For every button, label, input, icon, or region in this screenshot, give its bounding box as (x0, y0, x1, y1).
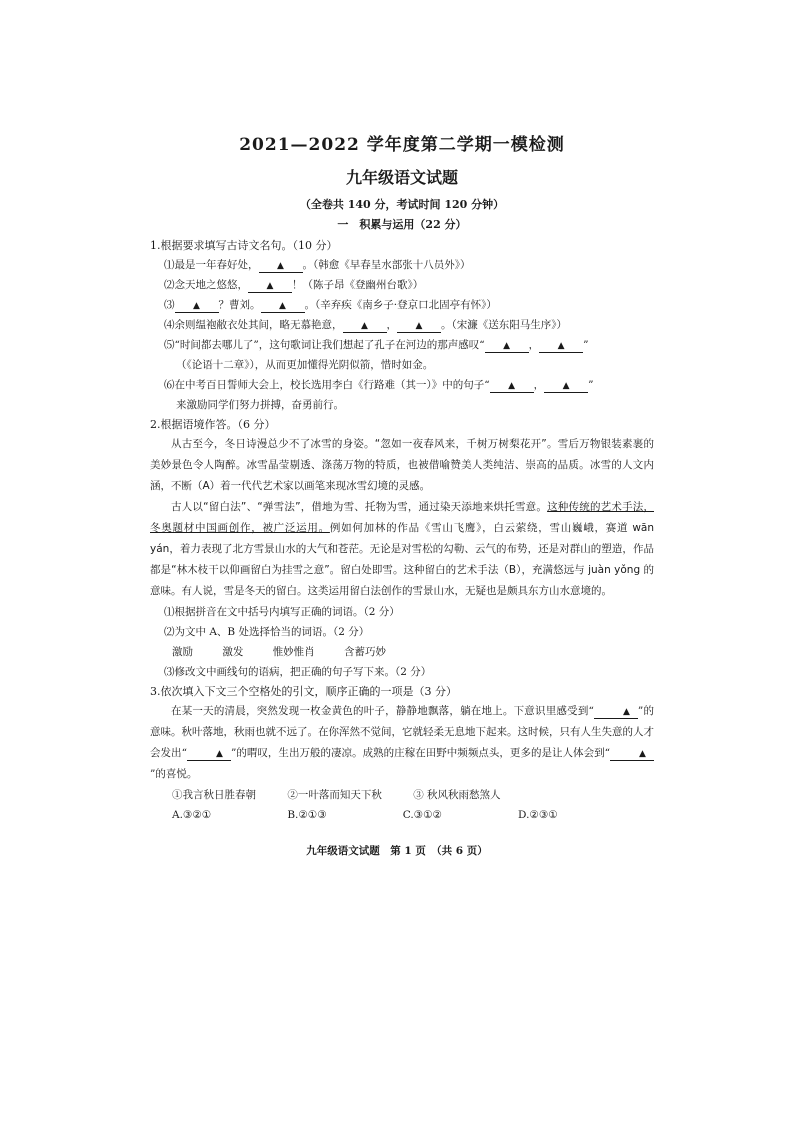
option-a[interactable]: A.③②① (172, 809, 212, 821)
answer-blank[interactable]: ▲ (539, 340, 583, 353)
passage-text: 例如何加林的作品《雪山飞鹰》，白云萦绕，雪山巍峨，赛道 wān yán，着力表现了北方雪景山水的大气和苍茫。无论是对雪松的勾勒、云气的布势，还是对群山的塑造，作品都是“林木枝干以仰画留白为挂雪之意”。留白处即雪。这种留白的艺术手法（B），充满悠远与 juàn yǒng 的意味。有人说，雪是冬天的留白。这类运用留白法创作的雪景山水，无疑也是颇具东方山水意境的。 (150, 522, 655, 597)
question-1-item (150, 315, 654, 335)
question-2-sub-1: ⑴根据拼音在文中括号内填写正确的词语。（2 分） (164, 606, 400, 618)
question-1-item (150, 275, 654, 295)
item-text: ” (588, 379, 594, 391)
question-3-stem: 3.依次填入下文三个空格处的引文，顺序正确的一项是（3 分） (150, 685, 457, 698)
exam-title: 2021—2022 学年度第二学期一模检测 (239, 135, 565, 155)
question-1-item (150, 395, 654, 415)
word-choice: 惟妙惟肖 (272, 646, 315, 658)
page-footer: 九年级语文试题 第 1 页 （共 6 页） (306, 845, 488, 857)
passage-text: ”的喟叹，生出万般的凄凉。成熟的庄稼在田野中频频点头，更多的是让人体会到“ (230, 747, 610, 759)
word-choice: 激励 (172, 646, 193, 658)
question-3-passage (150, 701, 654, 785)
answer-blank[interactable]: ▲ (544, 380, 588, 393)
answer-blank[interactable]: ▲ (259, 260, 303, 273)
quote-list (150, 785, 654, 805)
question-1-item (150, 255, 654, 275)
item-text: ⑵念天地之悠悠， (164, 279, 248, 291)
answer-blank[interactable]: ▲ (187, 748, 231, 761)
item-text: ！（陈子昂《登幽州台歌》） (292, 279, 424, 291)
quote-item: ③ 秋风秋雨愁煞人 (413, 789, 501, 801)
item-text: 来激励同学们努力拼搏，奋勇前行。 (176, 399, 344, 411)
item-text: ， (386, 319, 397, 331)
item-text: ⑴最是一年春好处， (164, 259, 259, 271)
answer-blank[interactable]: ▲ (610, 748, 654, 761)
item-text: ⑶ (164, 299, 175, 311)
passage-paragraph-2 (150, 497, 654, 602)
option-c[interactable]: C.③①② (402, 809, 442, 821)
word-choice: 含蓄巧妙 (344, 646, 387, 658)
passage-text: 古人以“留白法”、“弹雪法”，借地为雪、托物为雪，通过染天添地来烘托雪意。 (171, 501, 548, 513)
answer-blank[interactable]: ▲ (490, 380, 534, 393)
item-text: ⑷余则缊袍敝衣处其间，略无慕艳意， (164, 319, 343, 331)
option-d[interactable]: D.②③① (518, 809, 558, 821)
answer-blank[interactable]: ▲ (343, 320, 387, 333)
answer-blank[interactable]: ▲ (261, 300, 305, 313)
item-text: 。（宋濂《送东阳马生序》） (441, 319, 567, 331)
item-text: ⑹在中考百日誓师大会上，校长选用李白《行路难（其一）》中的句子“ (164, 379, 490, 391)
item-text: 。（韩愈《早春呈水部张十八员外》） (302, 259, 471, 271)
passage-text: 在某一天的清晨，突然发现一枚金黄色的叶子，静静地飘落，躺在地上。下意识里感受到“ (171, 705, 594, 717)
item-text: ” (583, 339, 589, 351)
item-text: ？曹刘。 (218, 299, 261, 311)
question-2-sub-2: ⑵为文中 A、B 处选择恰当的词语。（2 分） (164, 626, 370, 638)
option-b[interactable]: B.②①③ (287, 809, 327, 821)
passage-text: ”的意味。秋叶落地，秋雨也就不远了。在你浑然不觉间，它就轻柔无息地下起来。这时候，只有人生失意的人才会发出“ (150, 705, 654, 759)
item-text: 。（辛弃疾《南乡子·登京口北固亭有怀》） (304, 299, 497, 311)
quote-item: ①我言秋日胜春朝 (172, 789, 256, 801)
question-1-items (150, 255, 654, 415)
question-1-item (150, 375, 654, 395)
answer-blank[interactable]: ▲ (248, 280, 292, 293)
word-choices (150, 642, 654, 662)
question-1-stem: 1.根据要求填写古诗文名句。（10 分） (150, 239, 338, 252)
passage-paragraph-1: 从古至今，冬日诗漫总少不了冰雪的身姿。“忽如一夜春风来，千树万树梨花开”。雪后万物银装素裹的美妙景色令人陶醉。冰雪晶莹剔透、涤荡万物的特质，也被借喻赞美人类纯洁、崇高的品质。冰雪的人文内涵，不断（A）着一代代艺术家以画笔来现冰雪幻境的灵感。 (150, 438, 654, 492)
item-text: （《论语十二章》），从而更加懂得光阴似箭，惜时如金。 (176, 359, 434, 371)
word-choice: 激发 (222, 646, 244, 658)
section-heading: 一 积累与运用（22 分） (337, 218, 467, 231)
question-1-item (150, 295, 654, 315)
question-2-stem: 2.根据语境作答。（6 分） (150, 418, 276, 431)
item-text: ⑸“时间都去哪儿了”，这句歌词让我们想起了孔子在河边的那声感叹“ (164, 339, 485, 351)
question-2-sub-3: ⑶修改文中画线句的语病，把正确的句子写下来。（2 分） (164, 666, 432, 678)
answer-blank[interactable]: ▲ (397, 320, 441, 333)
underlined-sentence: 这种传统的艺术手法，冬奥题材中国画创作，被广泛运用。 (150, 501, 654, 534)
passage-text: ”的喜悦。 (150, 768, 198, 780)
answer-options (150, 805, 654, 825)
answer-blank[interactable]: ▲ (485, 340, 529, 353)
answer-blank[interactable]: ▲ (175, 300, 219, 313)
item-text: ， (528, 339, 540, 351)
answer-blank[interactable]: ▲ (594, 706, 638, 719)
question-1-item (150, 355, 654, 375)
quote-item: ②一叶落而知天下秋 (287, 789, 382, 801)
question-1-item (150, 335, 654, 355)
exam-subtitle: 九年级语文试题 (345, 168, 458, 187)
item-text: ， (533, 379, 545, 391)
exam-meta: （全卷共 140 分，考试时间 120 分钟） (299, 198, 505, 211)
